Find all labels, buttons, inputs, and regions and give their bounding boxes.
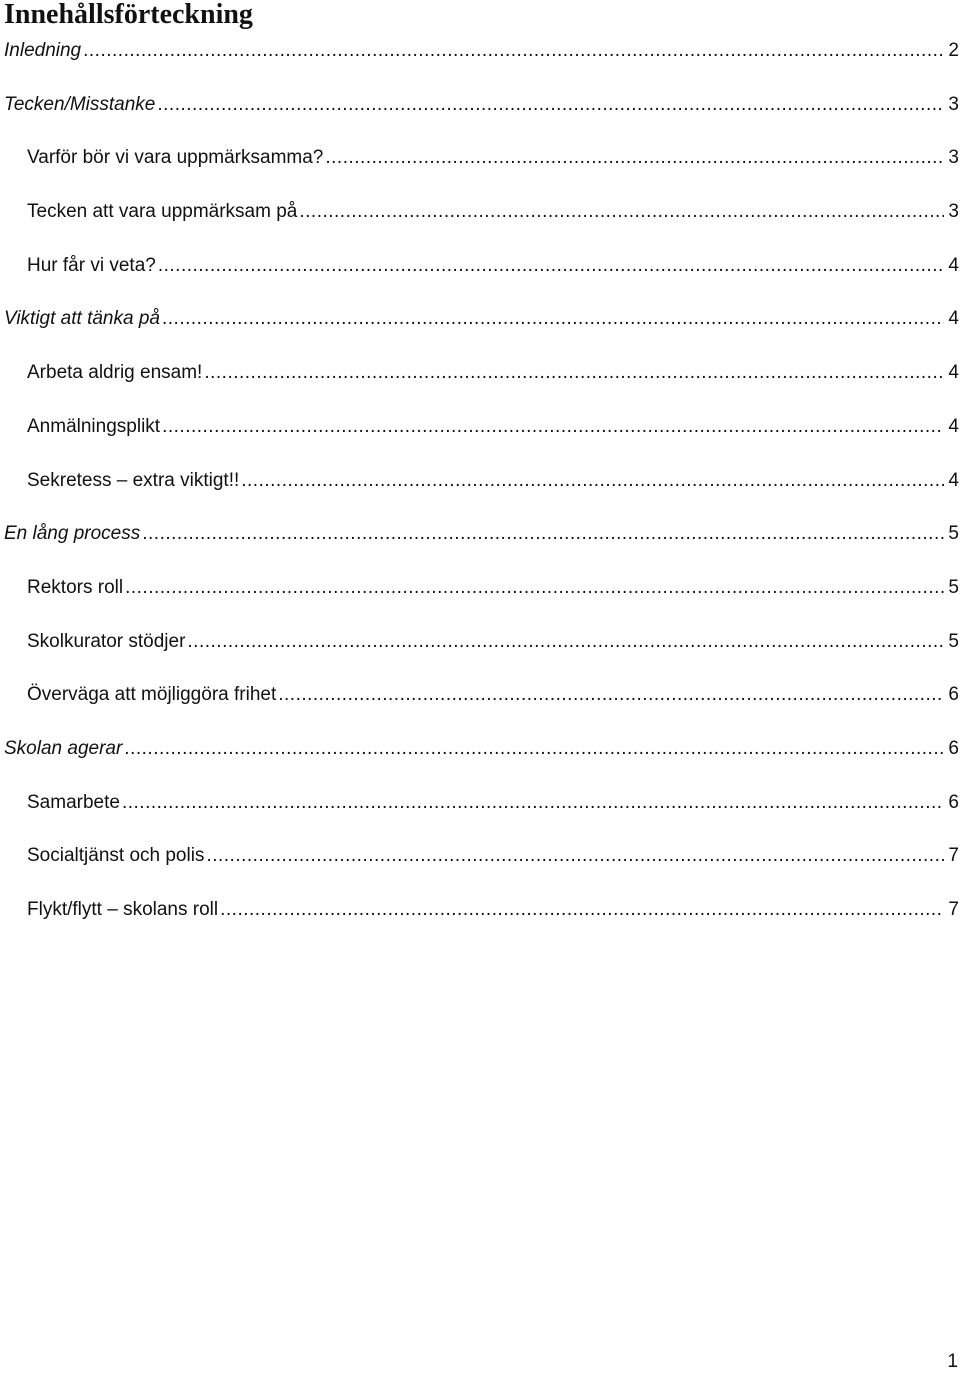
toc-entry-flykt-flytt[interactable]: [0, 895, 960, 949]
toc-entry-text: Anmälningsplikt: [27, 415, 161, 437]
toc-entry-text: Arbeta aldrig ensam!: [27, 362, 203, 384]
toc-page-number: 7: [948, 899, 959, 920]
toc-entry-text: Överväga att möjliggöra frihet: [27, 684, 277, 706]
toc-page-number: 6: [948, 791, 959, 813]
toc-dot-leader: [325, 143, 944, 173]
toc-page-number: 4: [948, 469, 959, 491]
toc-entry-text: Viktigt att tänka på: [4, 308, 160, 330]
toc-dot-leader: [241, 466, 944, 496]
toc-dot-leader: [187, 627, 944, 657]
toc-page-number: 3: [948, 201, 959, 223]
toc-entry-skolan-agerar[interactable]: [0, 734, 960, 788]
toc-entry-text: Inledning: [4, 40, 82, 61]
toc-entry-viktigt[interactable]: [0, 304, 960, 358]
toc-page-number: 4: [948, 415, 959, 437]
page-title: Innehållsförteckning: [4, 0, 253, 30]
toc-dot-leader: [125, 573, 944, 603]
toc-entry-anmalningsplikt[interactable]: [0, 412, 960, 466]
toc-dot-leader: [204, 358, 944, 388]
toc-page-number: 4: [948, 362, 959, 384]
toc-entry-arbeta-aldrig-ensam[interactable]: [0, 358, 960, 412]
toc-dot-leader: [162, 412, 944, 442]
toc-dot-leader: [142, 519, 944, 549]
toc-entry-sekretess[interactable]: [0, 466, 960, 520]
toc-dot-leader: [122, 788, 944, 818]
toc-entry-skolkurator[interactable]: [0, 627, 960, 681]
toc-entry-text: Tecken att vara uppmärksam på: [27, 201, 298, 223]
toc-page-number: 6: [948, 684, 959, 706]
toc-entry-inledning[interactable]: [0, 36, 960, 90]
toc-entry-text: Varför bör vi vara uppmärksamma?: [27, 147, 324, 169]
page-number: 1: [947, 1351, 958, 1372]
toc-entry-en-lang-process[interactable]: [0, 519, 960, 573]
toc-page-number: 5: [948, 630, 959, 652]
table-of-contents: [0, 36, 960, 949]
toc-dot-leader: [278, 680, 944, 710]
toc-entry-tecken-att-vara[interactable]: [0, 197, 960, 251]
toc-dot-leader: [83, 36, 944, 66]
toc-entry-text: Skolan agerar: [4, 737, 123, 759]
toc-page-number: 4: [948, 254, 959, 276]
toc-entry-overvaga[interactable]: [0, 680, 960, 734]
toc-dot-leader: [157, 90, 944, 120]
toc-entry-text: Rektors roll: [27, 576, 124, 598]
toc-dot-leader: [299, 197, 944, 227]
toc-entry-hur-far-vi-veta[interactable]: [0, 251, 960, 305]
toc-entry-text: Samarbete: [27, 791, 120, 813]
toc-page-number: 4: [948, 308, 959, 330]
toc-entry-text: Hur får vi veta?: [27, 254, 156, 276]
toc-page-number: 5: [948, 576, 959, 598]
toc-entry-socialtjanst[interactable]: [0, 841, 960, 895]
toc-page-number: 3: [948, 147, 959, 169]
toc-dot-leader: [206, 841, 944, 871]
toc-page-number: 7: [948, 845, 959, 867]
toc-entry-text: Flykt/flytt – skolans roll: [27, 899, 219, 920]
toc-entry-tecken-misstanke[interactable]: [0, 90, 960, 144]
toc-entry-text: Tecken/Misstanke: [4, 93, 156, 115]
toc-dot-leader: [124, 734, 944, 764]
toc-dot-leader: [162, 304, 944, 334]
toc-entry-text: Skolkurator stödjer: [27, 630, 186, 652]
toc-entry-text: Sekretess – extra viktigt!!: [27, 469, 240, 491]
toc-entry-samarbete[interactable]: [0, 788, 960, 842]
toc-dot-leader: [158, 251, 944, 281]
toc-page-number: 5: [948, 523, 959, 545]
toc-entry-varfor[interactable]: [0, 143, 960, 197]
toc-page-number: 3: [948, 93, 959, 115]
toc-page-number: 2: [948, 40, 959, 61]
toc-page-number: 6: [948, 737, 959, 759]
toc-entry-rektors-roll[interactable]: [0, 573, 960, 627]
toc-entry-text: Socialtjänst och polis: [27, 845, 205, 867]
toc-entry-text: En lång process: [4, 523, 141, 545]
toc-dot-leader: [220, 895, 944, 925]
